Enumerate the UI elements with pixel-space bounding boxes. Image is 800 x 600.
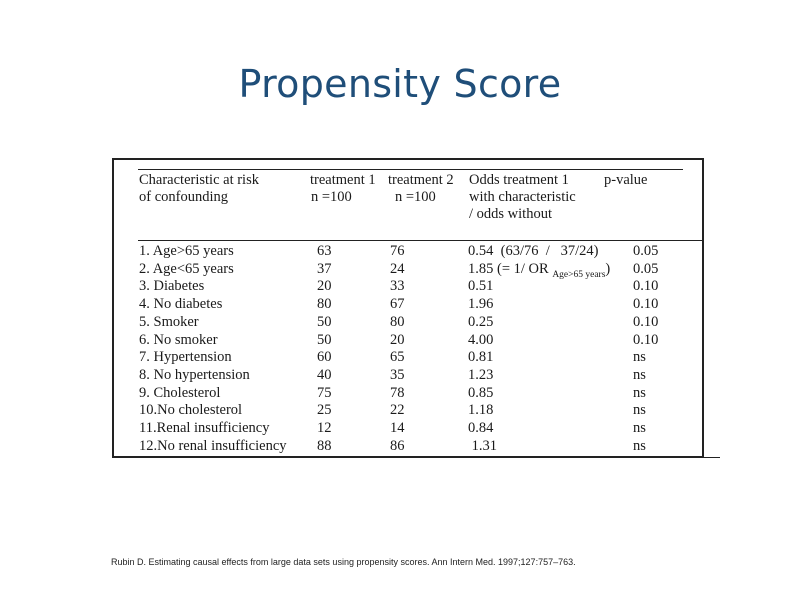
row-characteristic: 7. Hypertension: [139, 349, 232, 366]
row-characteristic: 4. No diabetes: [139, 296, 223, 313]
row-p-value: 0.10: [633, 313, 659, 330]
row-characteristic: 11.Renal insufficiency: [139, 420, 270, 436]
row-characteristic: 10.No cholesterol: [139, 402, 243, 419]
row-treatment-2: 14: [390, 420, 405, 436]
row-p-value: ns: [633, 349, 646, 366]
row-characteristic: 5. Smoker: [139, 313, 199, 330]
row-treatment-2: 80: [390, 313, 405, 330]
row-treatment-1: 20: [317, 278, 332, 295]
row-odds: 0.25: [468, 313, 494, 330]
row-odds: 0.81: [468, 349, 494, 366]
row-treatment-2: 22: [390, 402, 405, 419]
odds-subscript: Age>65 years: [552, 269, 606, 280]
row-treatment-2: 86: [390, 437, 405, 454]
citation-footnote: Rubin D. Estimating causal effects from large data sets using propensity scores. Ann Intern Med. 1997;127:757–763.: [111, 557, 576, 567]
row-characteristic: 12.No renal insufficiency: [139, 437, 287, 454]
row-odds: 1.23: [468, 366, 494, 383]
row-p-value: ns: [633, 366, 646, 383]
row-odds: 4.00: [468, 331, 494, 348]
header-treatment-1: treatment 1 n =100: [310, 172, 376, 205]
header-p-value: p-value: [604, 172, 648, 188]
row-treatment-1: 50: [317, 313, 332, 330]
table-bottom-rule: [704, 457, 720, 458]
row-p-value: 0.10: [633, 331, 659, 348]
row-treatment-1: 80: [317, 296, 332, 313]
row-p-value: ns: [633, 384, 646, 401]
row-characteristic: 6. No smoker: [139, 331, 218, 348]
row-treatment-1: 37: [317, 260, 332, 277]
row-characteristic: 3. Diabetes: [139, 278, 205, 295]
row-treatment-1: 60: [317, 349, 332, 366]
row-treatment-1: 12: [317, 420, 332, 436]
row-odds: 1.85 (= 1/ OR $_{Age>65 years}$): [468, 260, 611, 280]
row-p-value: ns: [633, 402, 646, 419]
slide-title: Propensity Score: [238, 62, 562, 106]
row-treatment-2: 67: [390, 296, 405, 313]
row-treatment-1: 50: [317, 331, 332, 348]
row-treatment-1: 75: [317, 384, 332, 401]
row-treatment-2: 33: [390, 278, 405, 295]
row-treatment-2: 78: [390, 384, 405, 401]
row-p-value: 0.05: [633, 243, 659, 259]
row-p-value: ns: [633, 420, 646, 436]
row-treatment-2: 76: [390, 243, 405, 259]
row-p-value: 0.10: [633, 278, 659, 295]
row-odds: 1.96: [468, 296, 494, 313]
row-odds: 1.18: [468, 402, 494, 419]
row-odds: 0.54 (63/76 / 37/24): [468, 243, 599, 259]
header-treatment-2: treatment 2 n =100: [388, 172, 454, 205]
row-odds: 0.51: [468, 278, 494, 295]
header-characteristic: Characteristic at risk of confounding: [139, 172, 259, 205]
row-treatment-2: 65: [390, 349, 405, 366]
row-treatment-1: 63: [317, 243, 332, 259]
row-treatment-1: 25: [317, 402, 332, 419]
row-treatment-2: 35: [390, 366, 405, 383]
row-characteristic: 1. Age>65 years: [139, 243, 234, 259]
row-odds: 0.85: [468, 384, 494, 401]
row-treatment-1: 40: [317, 366, 332, 383]
row-treatment-1: 88: [317, 437, 332, 454]
row-treatment-2: 24: [390, 260, 405, 277]
row-odds: 0.84: [468, 420, 494, 436]
header-odds: Odds treatment 1 with characteristic / odds without: [469, 172, 576, 222]
table-header-rule: [138, 240, 704, 241]
row-p-value: ns: [633, 437, 646, 454]
row-treatment-2: 20: [390, 331, 405, 348]
row-p-value: 0.10: [633, 296, 659, 313]
row-characteristic: 2. Age<65 years: [139, 260, 234, 277]
row-characteristic: 8. No hypertension: [139, 366, 250, 383]
row-characteristic: 9. Cholesterol: [139, 384, 221, 401]
row-p-value: 0.05: [633, 260, 659, 277]
table-top-rule: [138, 169, 683, 170]
row-odds: 1.31: [468, 437, 497, 454]
